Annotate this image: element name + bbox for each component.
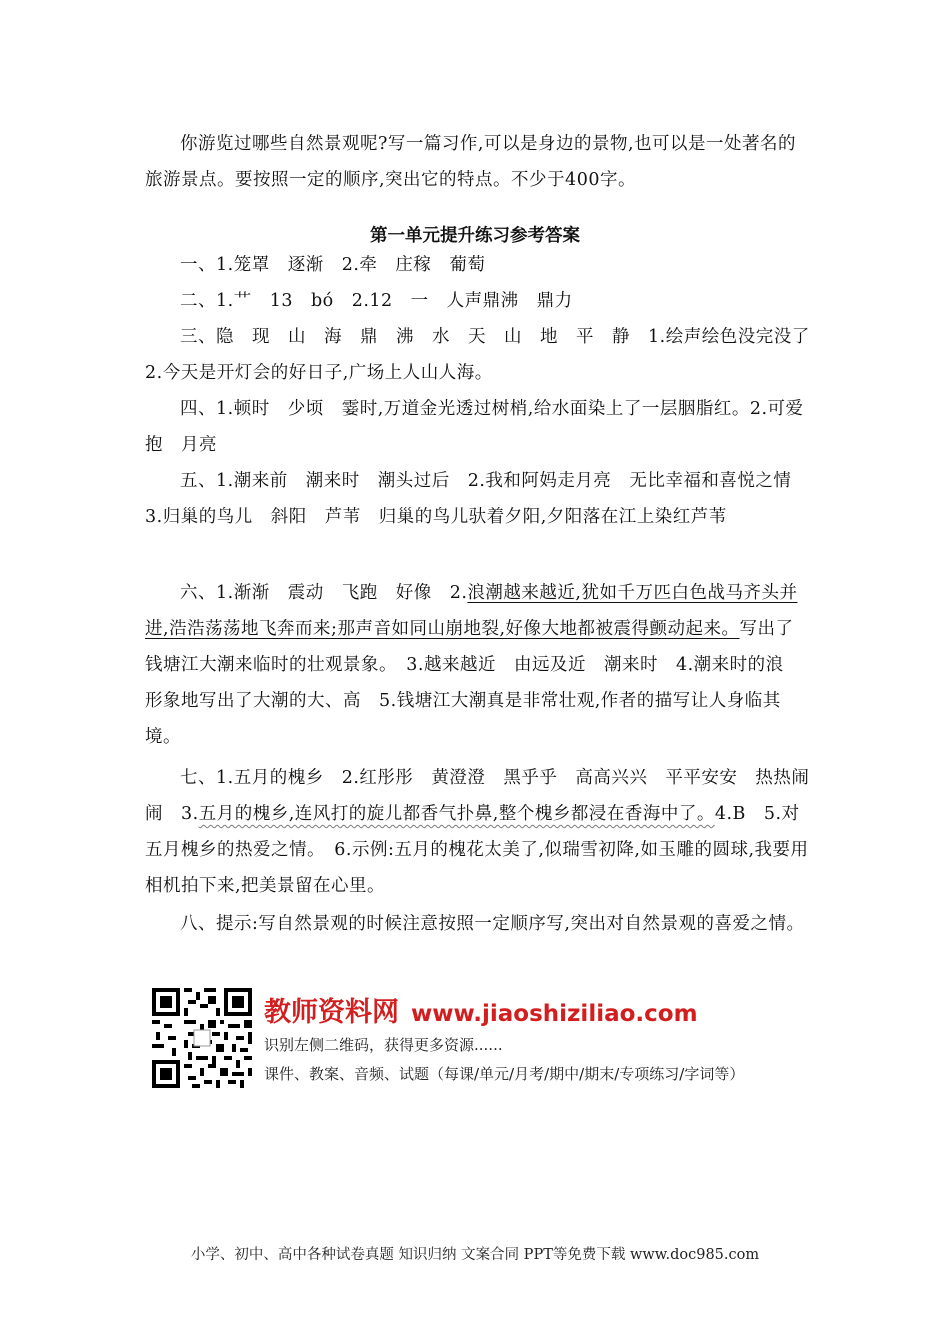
banner-resources: 课件、教案、音频、试题（每课/单元/月考/期中/期末/专项练习/字词等） [264, 1065, 745, 1083]
promo-banner[interactable] [152, 988, 812, 1088]
answer-section-6-part-b: 写出了钱塘江大潮来临时的壮观景象。 3.越来越近 由远及近 潮来时 4.潮来时的浪 形象地写出了大潮的大、高 5.钱塘江大潮真是非常壮观,作者的描写让人身临其境。 [145, 619, 802, 747]
answer-section-6 [145, 575, 810, 755]
banner-tagline: 识别左侧二维码，获得更多资源...... [264, 1036, 503, 1054]
answer-section-7-part-b: 4.B 5.对五月槐乡的热爱之情。 6.示例:五月的槐花太美了,似瑞雪初降,如玉雕的圆球,我要用相机拍下来,把美景留在心里。 [145, 804, 809, 896]
site-brand[interactable] [264, 990, 698, 1029]
composition-prompt: 你游览过哪些自然景观呢?写一篇习作,可以是身边的景物,也可以是一处著名的旅游景点。要按照一定的顺序,突出它的特点。不少于400字。 [145, 134, 797, 190]
answer-section-8: 八、提示:写自然景观的时候注意按照一定顺序写,突出对自然景观的喜爱之情。 [180, 914, 805, 934]
qr-code-icon[interactable] [152, 988, 252, 1088]
answer-title: 第一单元提升练习参考答案 [370, 226, 580, 246]
answer-section-5: 五、1.潮来前 潮来时 潮头过后 2.我和阿妈走月亮 无比幸福和喜悦之情 3.归巢的鸟儿 斜阳 芦苇 归巢的鸟儿驮着夕阳,夕阳落在江上染红芦苇 [145, 471, 810, 527]
underlined-sentence: 浪潮越来越近,犹如千万匹白色战马齐头并进,浩浩荡荡地飞奔而来;那声音如同山崩地裂,好像大地都被震得颤动起来。 [145, 583, 798, 639]
wavy-underlined-sentence: 五月的槐乡,连风打的旋儿都香气扑鼻,整个槐乡都浸在香海中了。 [198, 804, 715, 824]
page-footer: 小学、初中、高中各种试卷真题 知识归纳 文案合同 PPT等免费下载 www.doc985.com [190, 1247, 760, 1263]
answer-section-3: 三、隐 现 山 海 鼎 沸 水 天 山 地 平 静 1.绘声绘色没完没了 2.今天是开灯会的好日子,广场上人山人海。 [145, 327, 828, 383]
site-name: 教师资料网 [264, 997, 399, 1028]
answer-section-7-part-a: 七、1.五月的槐乡 2.红彤彤 黄澄澄 黑乎乎 高高兴兴 平平安安 热热闹闹 3. [145, 768, 810, 824]
answer-section-4: 四、1.顿时 少顷 霎时,万道金光透过树梢,给水面染上了一层胭脂红。2.可爱 抱 月亮 [145, 399, 822, 455]
answer-section-2: 二、1.艹 13 bó 2.12 一 人声鼎沸 鼎力 [180, 291, 573, 311]
site-url[interactable]: www.jiaoshiziliao.com [411, 1001, 698, 1027]
answer-section-1: 一、1.笼罩 逐渐 2.牵 庄稼 葡萄 [180, 255, 486, 275]
answer-section-6-part-a: 六、1.渐渐 震动 飞跑 好像 2. [180, 583, 468, 603]
answer-section-7 [145, 760, 810, 904]
